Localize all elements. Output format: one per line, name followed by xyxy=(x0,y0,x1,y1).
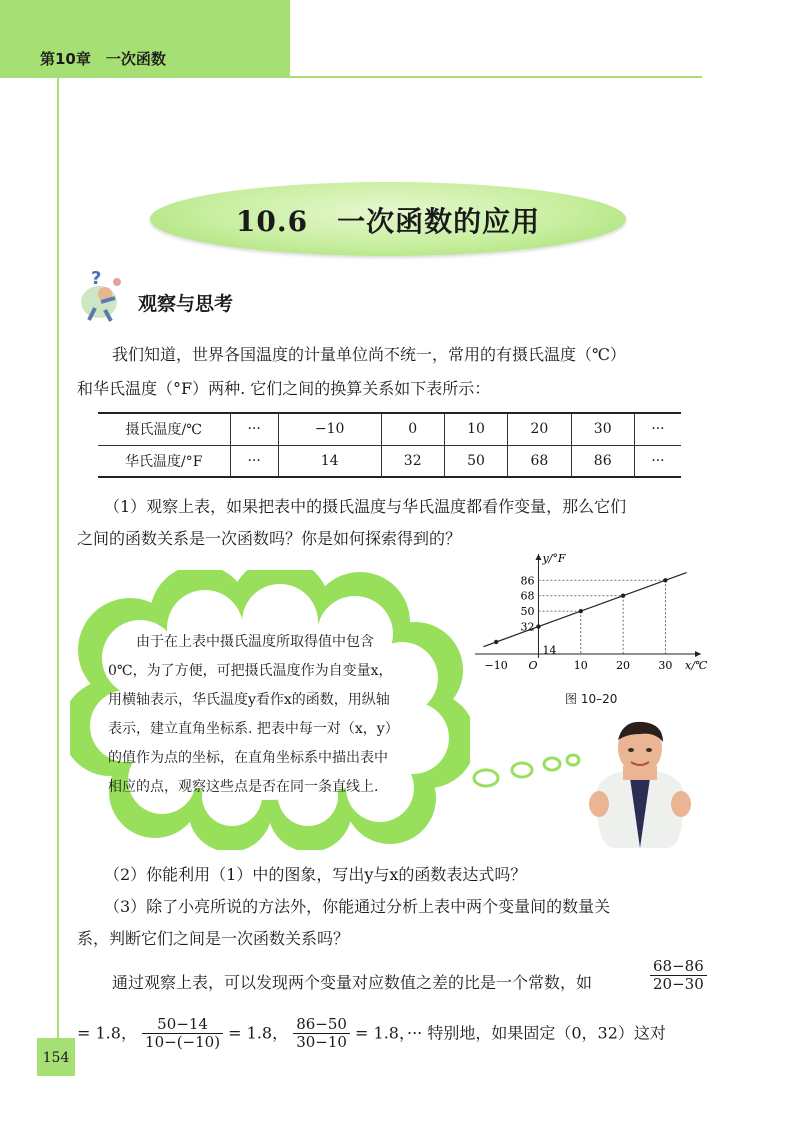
data-point xyxy=(663,578,667,582)
table-cell: 30 xyxy=(571,413,634,445)
cloud-line: 表示，建立直角坐标系. 把表中每一对（x，y） xyxy=(108,721,399,737)
equals-text: = 1.8， xyxy=(77,1023,137,1043)
temperature-line-chart xyxy=(470,550,710,680)
table-cell: 14 xyxy=(278,445,381,477)
fraction-denominator: 30−10 xyxy=(296,1033,347,1052)
table-cell: −10 xyxy=(278,413,381,445)
cloud-line: 由于在上表中摄氏温度所取得值中包含 xyxy=(136,634,374,650)
conclusion-tail: = 1.8，··· 特别地，如果固定（0，32）这对 xyxy=(355,1023,666,1043)
conversion-table xyxy=(98,412,681,478)
margin-line xyxy=(57,76,59,1076)
table-cell: ··· xyxy=(230,445,278,477)
data-point xyxy=(621,594,625,598)
question-1-line-1: （1）观察上表，如果把表中的摄氏温度与华氏温度都看作变量，那么它们 xyxy=(104,497,627,516)
data-point xyxy=(536,624,540,628)
question-1-line-2: 之间的函数关系是一次函数吗？你是如何探索得到的？ xyxy=(77,529,462,548)
equals-text: = 1.8， xyxy=(228,1023,289,1043)
chapter-header: 第10章 一次函数 xyxy=(40,50,166,68)
table-cell: 20 xyxy=(508,413,571,445)
x-tick-label: 10 xyxy=(573,659,588,672)
question-3-line-2: 系，判断它们之间是一次函数关系吗？ xyxy=(77,929,350,948)
table-cell: 68 xyxy=(508,445,571,477)
series-line xyxy=(483,573,686,647)
y-tick-label: 86 xyxy=(520,574,535,588)
intro-line-1: 我们知道，世界各国温度的计量单位尚不统一，常用的有摄氏温度（℃） xyxy=(112,345,626,364)
intro-line-2: 和华氏温度（°F）两种. 它们之间的换算关系如下表所示： xyxy=(77,379,491,398)
conclusion-line-2 xyxy=(77,1016,666,1052)
x-axis-label: x/℃ xyxy=(685,659,708,672)
figure-caption: 图 10–20 xyxy=(565,692,618,706)
table-cell: 86 xyxy=(571,445,634,477)
table-cell: 32 xyxy=(381,445,444,477)
boy-illustration xyxy=(585,720,695,850)
x-tick-label: −10 xyxy=(484,659,508,672)
y-tick-label: 14 xyxy=(542,644,557,657)
table-cell: 10 xyxy=(444,413,507,445)
x-axis-arrow xyxy=(695,651,701,657)
fraction-denominator: 10−(−10) xyxy=(145,1033,221,1052)
y-axis-label: y/°F xyxy=(542,552,566,565)
thought-bubble-dots xyxy=(470,752,585,792)
conclusion-line-1 xyxy=(112,966,592,1000)
cloud-line: 用横轴表示，华氏温度y看作x的函数，用纵轴 xyxy=(108,692,390,708)
fraction-denominator: 20−30 xyxy=(653,975,704,994)
section-title: 10.6 一次函数的应用 xyxy=(235,205,541,238)
y-axis-arrow xyxy=(535,554,541,560)
cloud-line: 的值作为点的坐标，在直角坐标系中描出表中 xyxy=(108,750,388,766)
y-tick-label: 32 xyxy=(520,620,535,634)
fraction-numerator: 86−50 xyxy=(293,1016,350,1034)
svg-text:?: ? xyxy=(91,268,102,289)
page-number: 154 xyxy=(37,1038,75,1076)
fraction-numerator: 68−86 xyxy=(650,958,707,976)
data-point xyxy=(494,640,498,644)
table-cell: 0 xyxy=(381,413,444,445)
fraction-3 xyxy=(293,1016,350,1052)
question-3-line-1: （3）除了小亮所说的方法外，你能通过分析上表中两个变量间的数量关 xyxy=(104,897,611,916)
y-tick-label: 68 xyxy=(520,589,535,603)
origin-label: O xyxy=(528,659,538,672)
y-tick-label: 50 xyxy=(520,605,535,619)
table-cell: 摄氏温度/℃ xyxy=(98,413,230,445)
x-tick-label: 20 xyxy=(616,659,631,672)
cloud-line: 相应的点，观察这些点是否在同一条直线上. xyxy=(108,779,379,795)
fraction-2 xyxy=(142,1016,223,1052)
table-row xyxy=(98,445,681,477)
subsection-title: 观察与思考 xyxy=(138,293,234,315)
question-2: （2）你能利用（1）中的图象，写出y与x的函数表达式吗？ xyxy=(104,865,527,884)
cloud-explanation xyxy=(108,628,458,802)
table-cell: ··· xyxy=(230,413,278,445)
fraction-numerator: 50−14 xyxy=(142,1016,223,1034)
thinking-figure-icon xyxy=(75,268,127,324)
table-cell: ··· xyxy=(634,445,681,477)
cloud-line: 0℃，为了方便，可把摄氏温度作为自变量x， xyxy=(108,663,393,679)
table-cell: 华氏温度/°F xyxy=(98,445,230,477)
fraction-1 xyxy=(650,958,707,994)
header-rule xyxy=(290,76,702,78)
data-point xyxy=(579,609,583,613)
table-cell: 50 xyxy=(444,445,507,477)
conclusion-text: 通过观察上表，可以发现两个变量对应数值之差的比是一个常数，如 xyxy=(112,973,593,992)
table-cell: ··· xyxy=(634,413,681,445)
x-tick-label: 30 xyxy=(658,659,673,672)
table-row xyxy=(98,413,681,445)
